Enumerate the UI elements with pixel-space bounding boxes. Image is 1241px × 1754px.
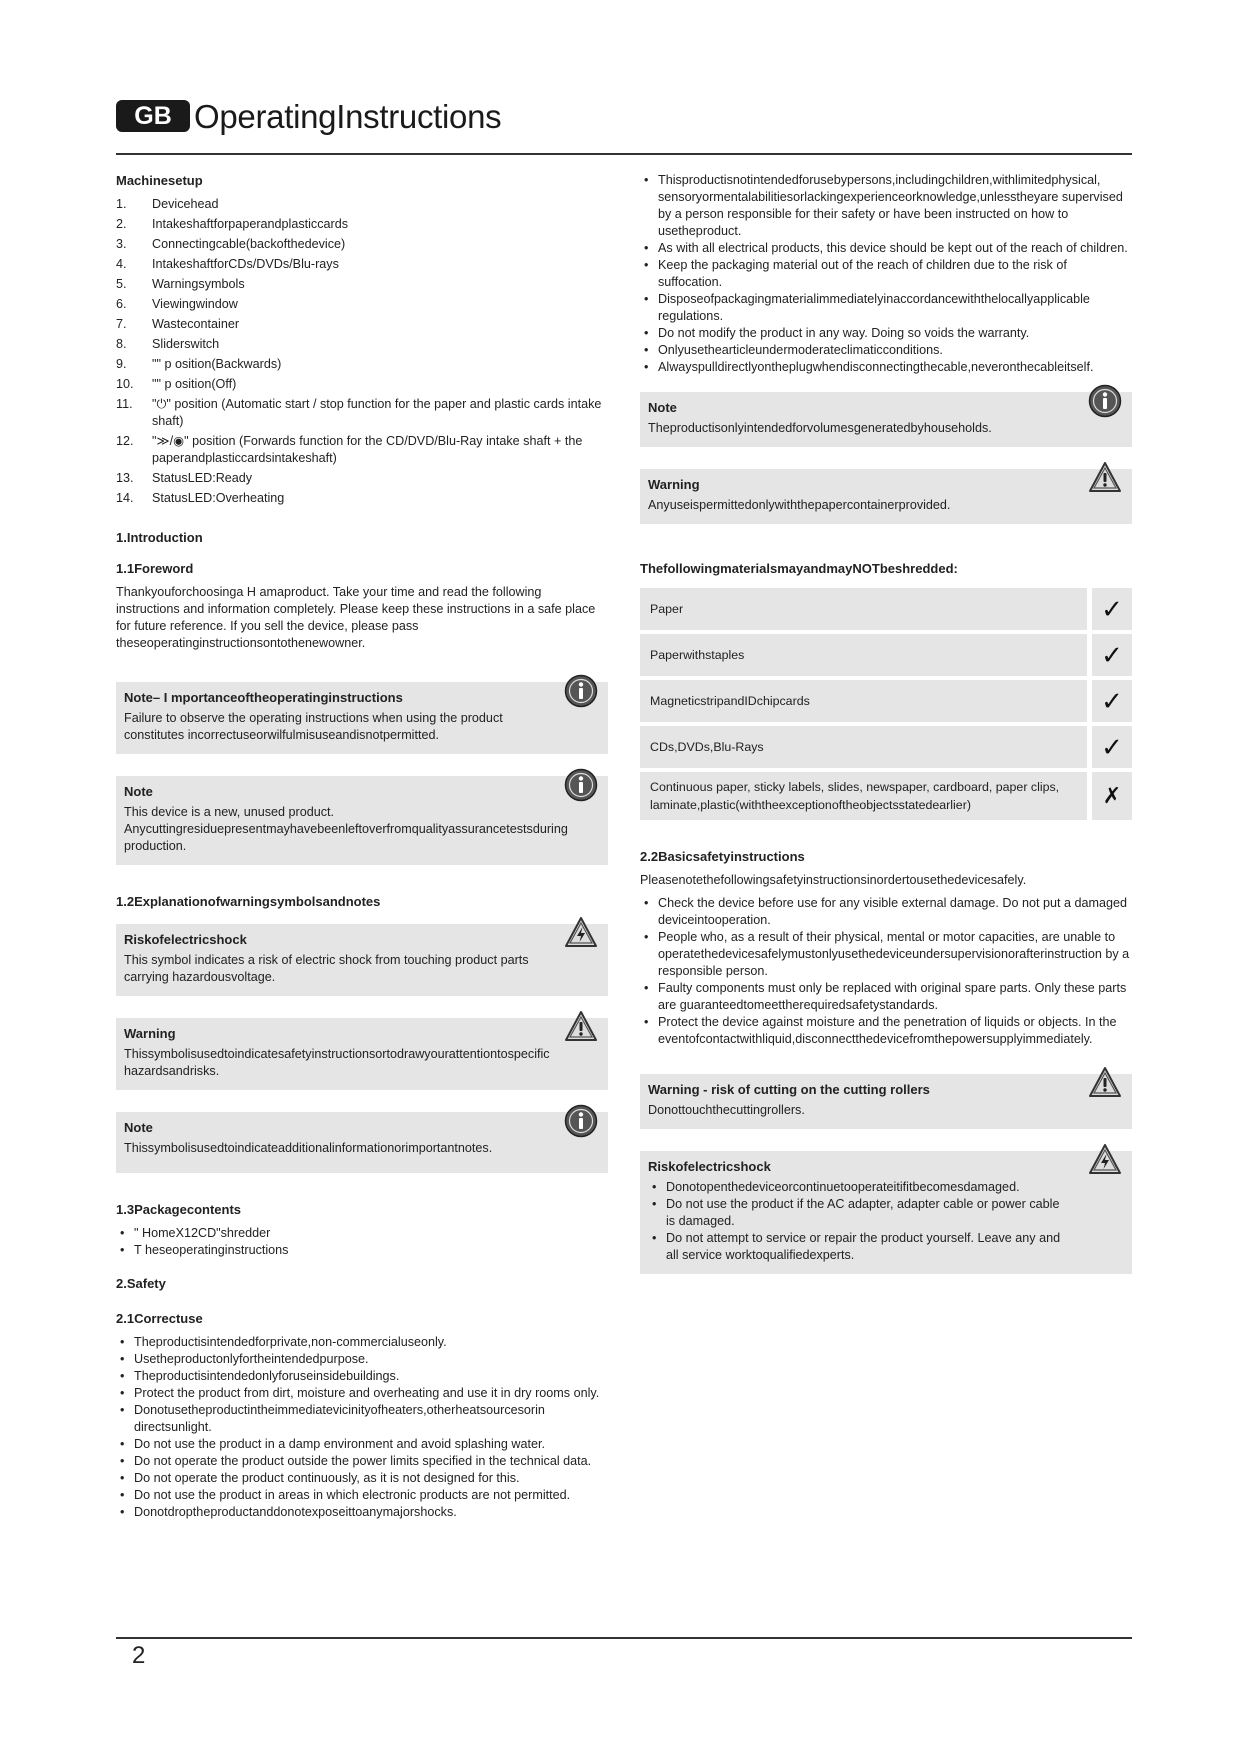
info-icon	[1088, 384, 1122, 418]
note-text: Thissymbolisusedtoindicateadditionalinformationorimportantnotes.	[124, 1141, 493, 1155]
materials-table	[640, 584, 1132, 824]
list-item: 5. Warningsymbols	[116, 277, 245, 291]
footer-rule	[116, 1637, 1132, 1639]
risk-shock-right-title: Riskofelectricshock	[648, 1159, 771, 1174]
note-new-text: This device is a new, unused product. Anycuttingresiduepresentmayhavebeenleftoverfromqualityassurancetestsduring production.	[124, 805, 568, 853]
note-new-title: Note	[124, 784, 153, 799]
safety-heading: 2.Safety	[116, 1276, 166, 1291]
list-item: • Do not use the product in a damp environment and avoid splashing water.	[116, 1436, 608, 1453]
list-item: • Do not operate the product continuously, as it is not designed for this.	[116, 1470, 608, 1487]
list-item: • Keep the packaging material out of the reach of children due to the risk of suffocation.	[640, 257, 1132, 291]
check-mark-icon: ✓	[1087, 680, 1132, 722]
list-item: • Donotdroptheproductanddonotexposeittoanymajorshocks.	[116, 1504, 608, 1521]
warning-cutting-text: Donottouchthecuttingrollers.	[648, 1103, 805, 1117]
correct-use-list	[116, 1334, 608, 1521]
list-item: • Donotopenthedeviceorcontinuetooperateitifitbecomesdamaged.	[648, 1179, 1072, 1196]
warning-paper-box	[640, 469, 1132, 524]
risk-shock-right-box	[640, 1151, 1132, 1274]
material-label: CDs,DVDs,Blu-Rays	[640, 726, 1087, 768]
warning-paper-title: Warning	[648, 477, 700, 492]
list-item: • Faulty components must only be replaced with original spare parts. Only these parts are guaranteedtomeettherequiredsafetystandards.	[640, 980, 1132, 1014]
explanation-heading: 1.2Explanationofwarningsymbolsandnotes	[116, 894, 381, 909]
note-importance-title: Note– I mportanceoftheoperatinginstructions	[124, 690, 403, 705]
package-contents-list	[116, 1225, 608, 1259]
foreword-text: Thankyouforchoosinga H amaproduct. Take your time and read the following instructions and information completely. Please keep these instructions in a safe place for future reference. If you sell the device, please pass theseoperatinginstructionsontothenewowner.	[116, 585, 596, 650]
risk-shock-text: This symbol indicates a risk of electric shock from touching product parts carrying hazardousvoltage.	[124, 953, 529, 984]
page-number: 2	[132, 1642, 146, 1669]
material-label: MagneticstripandIDchipcards	[640, 680, 1087, 722]
table-row	[640, 726, 1132, 768]
list-item: • Onlyusethearticleundermoderateclimaticconditions.	[640, 342, 1132, 359]
list-item: • Do not use the product in areas in which electronic products are not permitted.	[116, 1487, 608, 1504]
list-item: 13. StatusLED:Ready	[116, 471, 253, 485]
material-label: Paperwithstaples	[640, 634, 1087, 676]
risk-shock-title: Riskofelectricshock	[124, 932, 247, 947]
warning-title: Warning	[124, 1026, 176, 1041]
page-header	[116, 98, 1126, 154]
list-item: 2. Intakeshaftforpaperandplasticcards	[116, 217, 349, 231]
list-item: 1. Devicehead	[116, 197, 219, 211]
list-item: 9. "" p osition(Backwards)	[116, 357, 282, 371]
package-contents-heading: 1.3Packagecontents	[116, 1202, 242, 1217]
list-item: 10. "" p osition(Off)	[116, 377, 237, 391]
materials-heading: ThefollowingmaterialsmayandmayNOTbeshredded:	[640, 561, 958, 576]
list-item: 14. StatusLED:Overheating	[116, 491, 285, 505]
risk-shock-box	[116, 924, 608, 996]
note-household-box	[640, 392, 1132, 447]
list-item: • Do not use the product if the AC adapter, adapter cable or power cable is damaged.	[648, 1196, 1072, 1230]
risk-shock-list	[648, 1179, 1120, 1264]
list-item: • Theproductisintendedonlyforuseinsidebuildings.	[116, 1368, 608, 1385]
note-title: Note	[124, 1120, 153, 1135]
machine-setup-heading: Machinesetup	[116, 173, 203, 188]
electric-shock-icon	[1088, 1143, 1122, 1177]
list-item: • As with all electrical products, this device should be kept out of the reach of children.	[640, 240, 1132, 257]
note-box	[116, 1112, 608, 1173]
page-title: OperatingInstructions	[194, 98, 502, 135]
note-household-title: Note	[648, 400, 677, 415]
warning-cutting-title: Warning - risk of cutting on the cutting rollers	[648, 1082, 930, 1097]
language-badge: GB	[116, 100, 190, 132]
list-item: 11. "⏻" position (Automatic start / stop function for the paper and plastic cards intake shaft)	[116, 397, 602, 428]
list-item: • People who, as a result of their physical, mental or motor capacities, are unable to operatethedevicesafelymustonlyusethedeviceundersupervisionorafterinstruction by a responsible person.	[640, 929, 1132, 980]
table-row	[640, 634, 1132, 676]
list-item: 4. IntakeshaftforCDs/DVDs/Blu-rays	[116, 257, 339, 271]
warning-text: Thissymbolisusedtoindicatesafetyinstructionsortodrawyourattentiontospecific hazardsandrisks.	[124, 1047, 550, 1078]
list-item: 7. Wastecontainer	[116, 317, 240, 331]
warning-box	[116, 1018, 608, 1090]
list-item: • Donotusetheproductintheimmediatevicinityofheaters,otherheatsourcesorin directsunlight.	[116, 1402, 608, 1436]
list-item: • Theproductisintendedforprivate,non-commercialuseonly.	[116, 1334, 608, 1351]
basic-safety-list	[640, 895, 1132, 1048]
material-label: Continuous paper, sticky labels, slides, newspaper, cardboard, paper clips, laminate,plastic(withtheexceptionoftheobjectsstatedearlier)	[640, 772, 1087, 820]
material-label: Paper	[640, 588, 1087, 630]
list-item: • Do not operate the product outside the power limits specified in the technical data.	[116, 1453, 608, 1470]
correct-use-heading: 2.1Correctuse	[116, 1311, 203, 1326]
basic-safety-intro: Pleasenotethefollowingsafetyinstructionsinordertousethedevicesafely.	[640, 873, 1027, 887]
list-item: • Thisproductisnotintendedforusebypersons,includingchildren,withlimitedphysical, sensoryormentalabilitiesorlackingexperienceorknowledge,unlesstheyare supervised by a person responsible for their safety or have been instructed on how to usetheproduct.	[640, 172, 1132, 240]
info-icon	[564, 768, 598, 802]
check-mark-icon: ✓	[1087, 634, 1132, 676]
basic-safety-heading: 2.2Basicsafetyinstructions	[640, 849, 805, 864]
table-row	[640, 588, 1132, 630]
list-item: 8. Sliderswitch	[116, 337, 220, 351]
introduction-heading: 1.Introduction	[116, 530, 203, 545]
info-icon	[564, 674, 598, 708]
check-mark-icon: ✓	[1087, 588, 1132, 630]
list-item: • Do not attempt to service or repair the product yourself. Leave any and all service worktoqualifiedexperts.	[648, 1230, 1072, 1264]
list-item: • Usetheproductonlyfortheintendedpurpose.	[116, 1351, 608, 1368]
list-item: • T heseoperatinginstructions	[116, 1242, 608, 1259]
table-row	[640, 680, 1132, 722]
electric-shock-icon	[564, 916, 598, 950]
warning-icon	[1088, 1066, 1122, 1100]
list-item: • Do not modify the product in any way. Doing so voids the warranty.	[640, 325, 1132, 342]
list-item: • " HomeX12CD"shredder	[116, 1225, 608, 1242]
warning-cutting-box	[640, 1074, 1132, 1129]
list-item: • Check the device before use for any visible external damage. Do not put a damaged deviceintooperation.	[640, 895, 1132, 929]
cross-mark-icon: ✗	[1087, 772, 1132, 820]
warning-paper-text: Anyuseispermittedonlywiththepapercontainerprovided.	[648, 498, 951, 512]
list-item: • Disposeofpackagingmaterialimmediatelyinaccordancewiththelocallyapplicable regulations.	[640, 291, 1132, 325]
left-column	[116, 172, 608, 1521]
info-icon	[564, 1104, 598, 1138]
table-row	[640, 772, 1132, 820]
header-rule	[116, 153, 1132, 155]
machine-setup-list	[116, 196, 608, 507]
list-item: • Protect the product from dirt, moisture and overheating and use it in dry rooms only.	[116, 1385, 608, 1402]
note-importance-text: Failure to observe the operating instructions when using the product constitutes incorrectuseorwilfulmisuseandisnotpermitted.	[124, 711, 503, 742]
note-importance-box	[116, 682, 608, 754]
list-item: 6. Viewingwindow	[116, 297, 238, 311]
warning-icon	[1088, 461, 1122, 495]
foreword-heading: 1.1Foreword	[116, 561, 194, 576]
check-mark-icon: ✓	[1087, 726, 1132, 768]
list-item: 12. "≫/◉" position (Forwards function for the CD/DVD/Blu-Ray intake shaft + the paperandplasticcardsintakeshaft)	[116, 434, 583, 465]
warning-icon	[564, 1010, 598, 1044]
note-new-product-box	[116, 776, 608, 865]
note-household-text: Theproductisonlyintendedforvolumesgeneratedbyhouseholds.	[648, 421, 992, 435]
right-column	[640, 172, 1132, 1274]
usage-restrictions-list	[640, 172, 1132, 376]
list-item: 3. Connectingcable(backofthedevice)	[116, 237, 346, 251]
list-item: • Protect the device against moisture and the penetration of liquids or objects. In the eventofcontactwithliquid,disconnectthedevicefromthepowersupplyimmediately.	[640, 1014, 1132, 1048]
list-item: • Alwayspulldirectlyontheplugwhendisconnectingthecable,neveronthecableitself.	[640, 359, 1132, 376]
